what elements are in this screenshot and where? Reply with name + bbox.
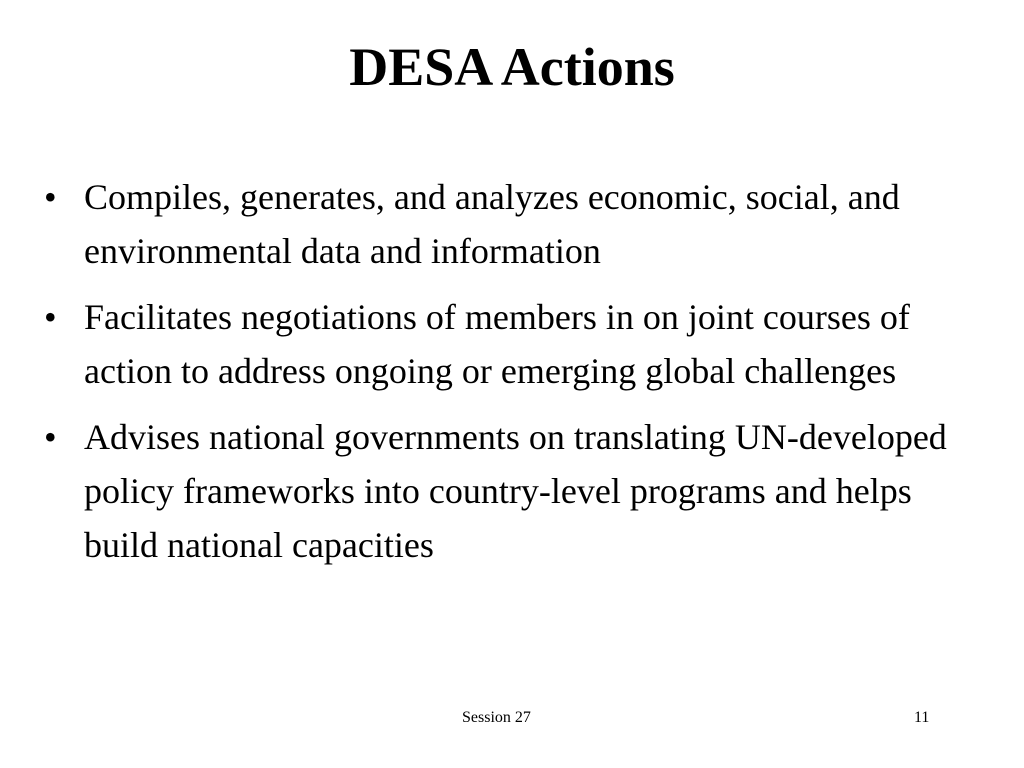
bullet-icon: • <box>44 177 57 217</box>
bullet-text: Advises national governments on translating UN-developed policy frameworks into country-level programs and helps build national capacities <box>84 417 947 565</box>
bullet-text: Compiles, generates, and analyzes economic, social, and environmental data and information <box>84 177 900 271</box>
bullet-icon: • <box>44 417 57 457</box>
footer-session-label: Session 27 <box>462 709 531 726</box>
bullet-text: Facilitates negotiations of members in on joint courses of action to address ongoing or emerging global challenges <box>84 297 910 391</box>
bullet-item <box>44 170 984 278</box>
footer-page-number: 11 <box>914 709 930 726</box>
bullet-list <box>44 170 984 584</box>
bullet-item <box>44 290 984 398</box>
bullet-icon: • <box>44 297 57 337</box>
slide-title: DESA Actions <box>349 37 675 97</box>
bullet-item <box>44 410 984 572</box>
